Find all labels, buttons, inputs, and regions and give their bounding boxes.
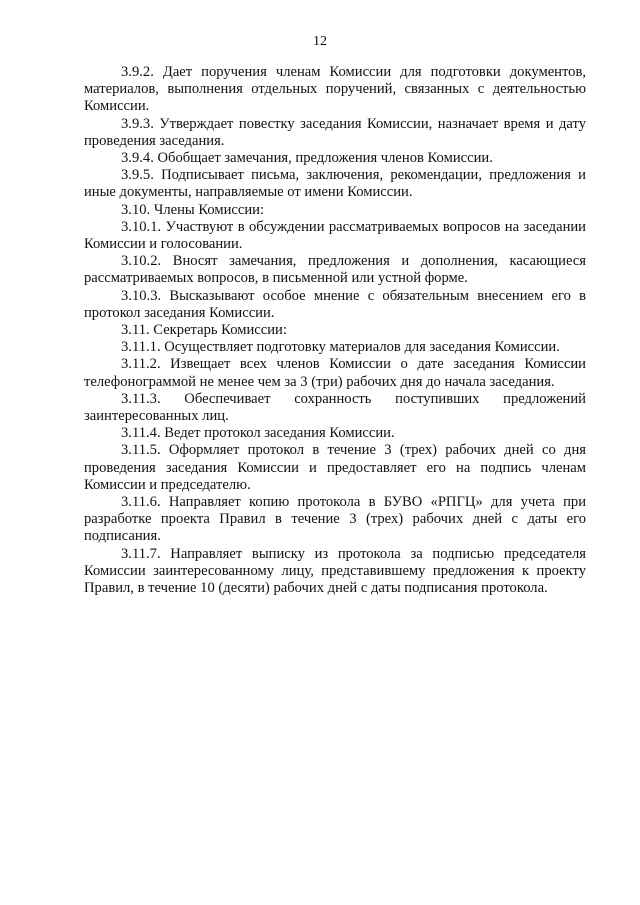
paragraph-3-11: 3.11. Секретарь Комиссии: bbox=[121, 322, 287, 339]
paragraph-3-11-1: 3.11.1. Осуществляет подготовку материалов для заседания Комиссии. bbox=[121, 339, 560, 356]
paragraph-3-9-3: 3.9.3. Утверждает повестку заседания Комиссии, назначает время и дату проведения заседания. bbox=[84, 115, 586, 149]
paragraph-3-11-7: 3.11.7. Направляет выписку из протокола за подписью председателя Комиссии заинтересованному лицу, представившему предложения к проекту Правил, в течение 10 (десяти) рабочих дней с даты подписания протокола. bbox=[84, 545, 586, 597]
paragraph-3-10: 3.10. Члены Комиссии: bbox=[121, 201, 265, 218]
paragraph-3-11-5: 3.11.5. Оформляет протокол в течение 3 (трех) рабочих дней со дня проведения заседания Комиссии и предоставляет его на подпись членам Комиссии и председателю. bbox=[84, 442, 586, 493]
paragraph-3-11-2: 3.11.2. Извещает всех членов Комиссии о дате заседания Комиссии телефонограммой не менее чем за 3 (три) рабочих дня до начала заседания. bbox=[84, 356, 586, 390]
paragraph-3-9-5: 3.9.5. Подписывает письма, заключения, рекомендации, предложения и иные документы, направляемые от имени Комиссии. bbox=[84, 167, 586, 201]
paragraph-3-10-2: 3.10.2. Вносят замечания, предложения и дополнения, касающиеся рассматриваемых вопросов, в письменной или устной форме. bbox=[84, 253, 586, 287]
document-body bbox=[84, 64, 586, 597]
paragraph-3-11-6: 3.11.6. Направляет копию протокола в БУВО «РПГЦ» для учета при разработке проекта Правил в течение 3 (трех) рабочих дней с даты его подписания. bbox=[84, 494, 586, 545]
paragraph-3-11-3: 3.11.3. Обеспечивает сохранность поступивших предложений заинтересованных лиц. bbox=[84, 390, 586, 425]
paragraph-3-10-1: 3.10.1. Участвуют в обсуждении рассматриваемых вопросов на заседании Комиссии и голосовании. bbox=[84, 218, 586, 253]
page-number: 12 bbox=[313, 34, 327, 49]
paragraph-3-9-2: 3.9.2. Дает поручения членам Комиссии для подготовки документов, материалов, выполнения отдельных поручений, связанных с деятельностью Комиссии. bbox=[84, 64, 586, 115]
paragraph-3-10-3: 3.10.3. Высказывают особое мнение с обязательным внесением его в протокол заседания Комиссии. bbox=[84, 287, 586, 321]
paragraph-3-9-4: 3.9.4. Обобщает замечания, предложения членов Комиссии. bbox=[121, 150, 493, 167]
paragraph-3-11-4: 3.11.4. Ведет протокол заседания Комиссии. bbox=[121, 425, 395, 442]
